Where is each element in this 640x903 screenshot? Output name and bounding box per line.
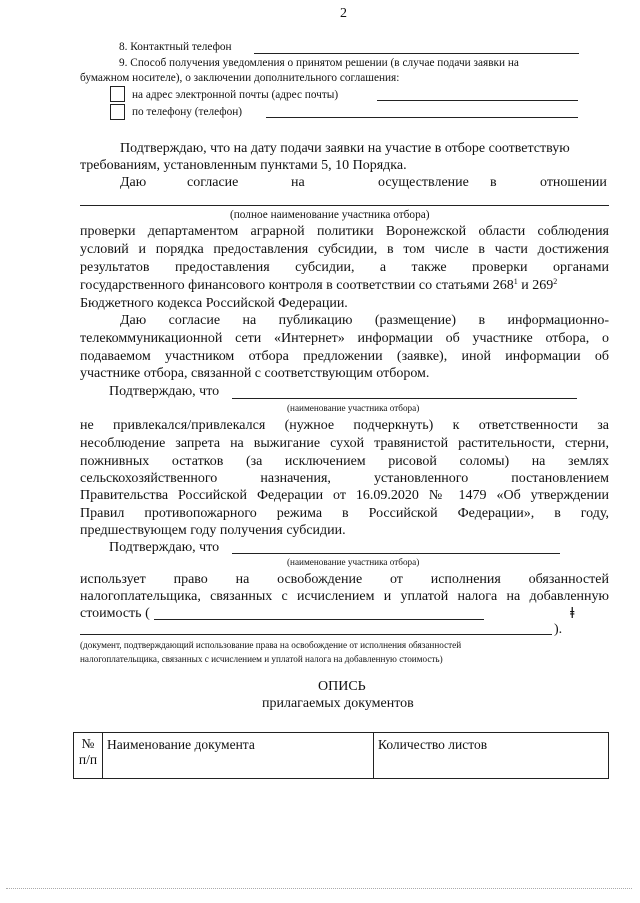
participant-name-field-2[interactable] xyxy=(232,553,560,554)
consent-word: на xyxy=(291,175,305,190)
consent-word: отношении xyxy=(540,175,607,190)
vat-cost-label: стоимость ( xyxy=(80,606,150,621)
contact-phone-field[interactable] xyxy=(254,53,579,54)
vat-close-paren: ). xyxy=(554,622,563,637)
phone-field[interactable] xyxy=(266,117,578,118)
notification-method-label-cont: бумажном носителе), о заключении дополнительного соглашения: xyxy=(80,72,400,84)
table-header-row xyxy=(74,733,609,779)
vat-text-line: использует право на освобождение от исполнения обязанностей xyxy=(80,572,609,587)
vat-document-caption: (документ, подтверждающий использование права на освобождение от исполнения обязанностей xyxy=(80,640,462,650)
confirm-requirements-line1: Подтверждаю, что на дату подачи заявки на участие в отборе соответствую xyxy=(120,141,570,156)
publication-consent-line: телекоммуникационной сети «Интернет» информации об участнике отбора, о xyxy=(80,331,609,346)
participant-full-name-field[interactable] xyxy=(80,205,609,206)
burning-text-line: не привлекался/привлекался (нужное подчеркнуть) к ответственности за xyxy=(80,418,609,433)
publication-consent-line: Даю согласие на публикацию (размещение) в информационно- xyxy=(120,313,609,328)
vat-document-field[interactable] xyxy=(154,619,484,620)
confirm-that-label-2: Подтверждаю, что xyxy=(109,540,220,555)
scan-edge-divider xyxy=(6,888,632,889)
phone-option-checkbox[interactable] xyxy=(110,104,125,120)
contact-phone-label: 8. Контактный телефон xyxy=(119,41,232,53)
consent-text-line: проверки департаментом аграрной политики Воронежской области соблюдения xyxy=(80,224,609,239)
vat-pen-mark: ǂ xyxy=(570,605,575,622)
consent-text-line: Бюджетного кодекса Российской Федерации. xyxy=(80,296,348,311)
confirm-that-label: Подтверждаю, что xyxy=(109,384,220,399)
consent-word: Даю xyxy=(120,175,147,190)
email-option-checkbox[interactable] xyxy=(110,86,125,102)
burning-text-line: пожнивных остатков (за исключением рисовой соломы) на землях xyxy=(80,454,609,469)
documents-table xyxy=(73,732,609,779)
vat-text-line: налогоплательщика, связанных с исчислением и уплатой налога на добавленную xyxy=(80,589,609,604)
header-document-name: Наименование документа xyxy=(103,733,374,779)
full-name-caption: (полное наименование участника отбора) xyxy=(230,209,430,221)
header-sheet-count: Количество листов xyxy=(374,733,609,779)
inventory-title: ОПИСЬ xyxy=(318,679,366,694)
burning-text-line: сельскохозяйственного назначения, установленного постановлением xyxy=(80,471,609,486)
burning-text-line: Правительства Российской Федерации от 16.09.2020 № 1479 «Об утверждении xyxy=(80,488,609,503)
inventory-subtitle: прилагаемых документов xyxy=(262,696,414,711)
publication-consent-line: участнике отбора, связанной с соответствующим отбором. xyxy=(80,366,430,381)
phone-option-label: по телефону (телефон) xyxy=(132,106,243,118)
consent-word: согласие xyxy=(187,175,239,190)
consent-text-line: условий и порядка предоставления субсидии, в том числе в части достижения xyxy=(80,242,609,257)
participant-name-caption-2: (наименование участника отбора) xyxy=(287,557,420,567)
participant-name-caption: (наименование участника отбора) xyxy=(287,403,420,413)
consent-word: в xyxy=(490,175,497,190)
vat-document-caption-cont: налогоплательщика, связанных с исчислением и уплатой налога на добавленную стоимость) xyxy=(80,654,443,664)
publication-consent-line: подаваемом участником отбора предложении (заявке), иной информации об xyxy=(80,349,609,364)
notification-method-label: 9. Способ получения уведомления о принятом решении (в случае подачи заявки на xyxy=(119,57,519,69)
consent-word: осуществление xyxy=(378,175,469,190)
vat-document-field-2[interactable] xyxy=(80,634,552,635)
burning-text-line: Правил противопожарного режима в Российской Федерации», в году, xyxy=(80,506,609,521)
consent-text-line-articles: государственного финансового контроля в соответствии со статьями $268^1$ и $269^2$ xyxy=(80,277,558,293)
burning-text-line: несоблюдение запрета на выжигание сухой травянистой растительности, стерни, xyxy=(80,436,609,451)
email-option-label: на адрес электронной почты (адрес почты) xyxy=(132,89,339,101)
burning-text-line: предшествующем году получения субсидии. xyxy=(80,523,346,538)
participant-name-field[interactable] xyxy=(232,398,577,399)
confirm-requirements-line2: требованиям, установленным пунктами 5, 10 Порядка. xyxy=(80,158,407,173)
header-number: № п/п xyxy=(74,733,103,779)
consent-text-line: результатов предоставления субсидии, а также проверки органами xyxy=(80,260,609,275)
email-field[interactable] xyxy=(377,100,578,101)
page-number: 2 xyxy=(340,6,347,21)
